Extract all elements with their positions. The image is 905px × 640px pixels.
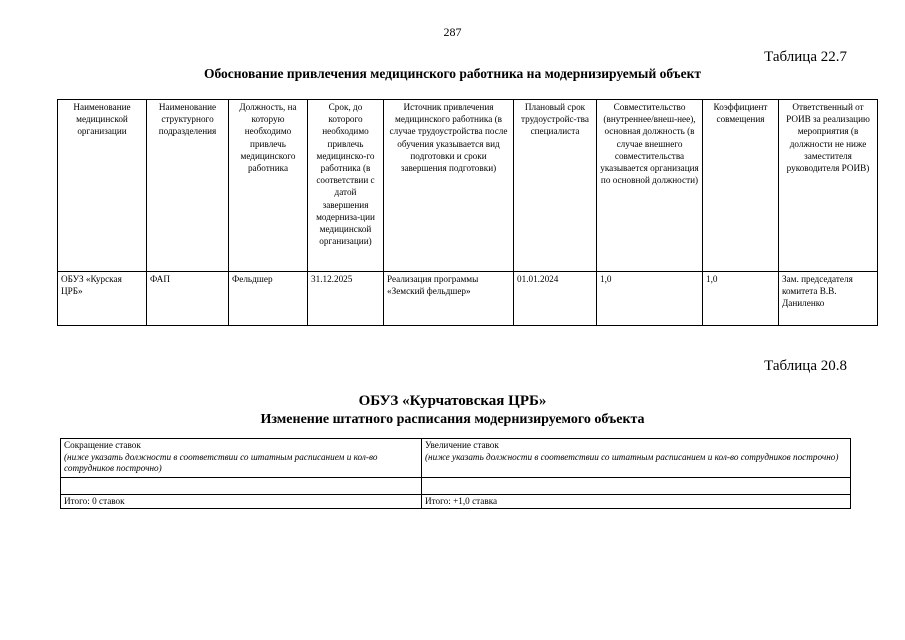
table-cell bbox=[61, 478, 422, 495]
reduction-total: Итого: 0 ставок bbox=[61, 495, 422, 509]
column-header: Наименование структурного подразделения bbox=[147, 100, 229, 272]
table-title: Обоснование привлечения медицинского работника на модернизируемый объект bbox=[203, 66, 702, 81]
table-cell: ОБУЗ «Курская ЦРБ» bbox=[58, 272, 147, 326]
table-header-row bbox=[58, 100, 878, 272]
reduction-header: Сокращение ставок bbox=[64, 440, 141, 450]
staffing-change-table bbox=[60, 438, 851, 509]
table-cell: Реализация программы «Земский фельдшер» bbox=[384, 272, 514, 326]
reduction-note: (ниже указать должности в соответствии со штатным расписанием и кол-во сотрудников построчно) bbox=[64, 451, 378, 473]
column-header: Совместительство (внутреннее/внеш-нее), основная должность (в случае внешнего совместительства указывается организация по основной должности) bbox=[597, 100, 703, 272]
column-header: Ответственный от РОИВ за реализацию мероприятия (в должности не ниже заместителя руководителя РОИВ) bbox=[779, 100, 878, 272]
table-cell: 31.12.2025 bbox=[308, 272, 384, 326]
column-header: Плановый срок трудоустройс-тва специалиста bbox=[514, 100, 597, 272]
table-title: Изменение штатного расписания модернизируемого объекта bbox=[260, 412, 645, 427]
table-total-row bbox=[61, 495, 851, 509]
table-row bbox=[61, 478, 851, 495]
column-header: Коэффициент совмещения bbox=[703, 100, 779, 272]
table-header-row bbox=[61, 439, 851, 478]
table-cell: Фельдшер bbox=[229, 272, 308, 326]
table-cell: 01.01.2024 bbox=[514, 272, 597, 326]
table-caption: Таблица 22.7 bbox=[764, 49, 847, 65]
table-row bbox=[58, 272, 878, 326]
organization-title: ОБУЗ «Курчатовская ЦРБ» bbox=[358, 393, 547, 409]
table-cell: ФАП bbox=[147, 272, 229, 326]
table-cell: 1,0 bbox=[597, 272, 703, 326]
table-caption: Таблица 20.8 bbox=[764, 358, 847, 374]
increase-total: Итого: +1,0 ставка bbox=[422, 495, 851, 509]
increase-header: Увеличение ставок bbox=[425, 440, 499, 450]
page-number: 287 bbox=[443, 25, 462, 39]
table-cell bbox=[422, 478, 851, 495]
increase-header-cell bbox=[422, 439, 851, 478]
increase-note: (ниже указать должности в соответствии со штатным расписанием и кол-во сотрудников построчно) bbox=[425, 451, 839, 462]
column-header: Источник привлечения медицинского работника (в случае трудоустройства после обучения указывается вид подготовки и сроки завершения подготовки) bbox=[384, 100, 514, 272]
column-header: Срок, до которого необходимо привлечь медицинско-го работника (в соответствии с датой завершения модерниза-ции медицинской организации) bbox=[308, 100, 384, 272]
column-header: Наименование медицинской организации bbox=[58, 100, 147, 272]
table-cell: Зам. председателя комитета В.В. Даниленко bbox=[779, 272, 878, 326]
column-header: Должность, на которую необходимо привлечь медицинского работника bbox=[229, 100, 308, 272]
table-cell: 1,0 bbox=[703, 272, 779, 326]
justification-table bbox=[57, 99, 878, 326]
reduction-header-cell bbox=[61, 439, 422, 478]
